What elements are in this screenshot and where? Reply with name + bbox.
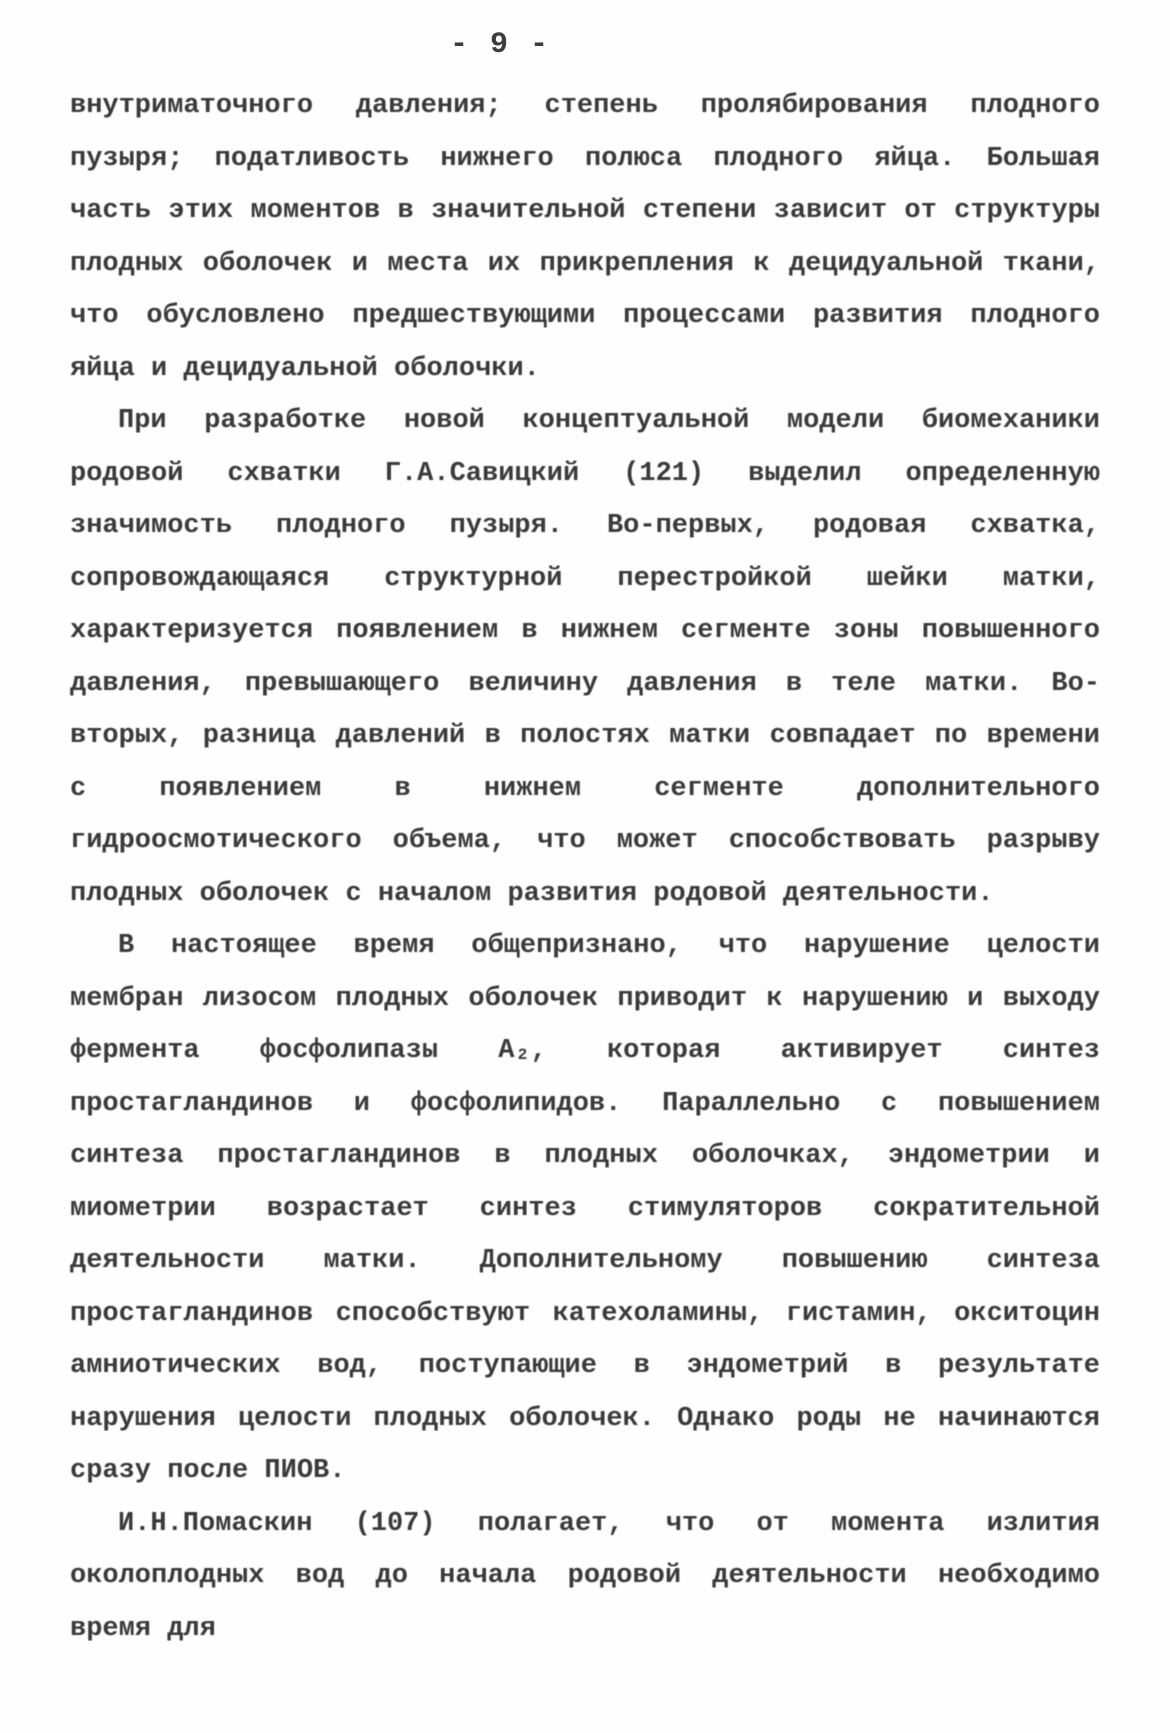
paragraph-2: При разработке новой концептуальной модели биомеханики родовой схватки Г.А.Савицкий (121) выделил определенную значимость плодного пузыря. Во-первых, родовая схватка, сопровождающаяся структурной перестройкой шейки матки, характеризуется появлением в нижнем сегменте зоны повышенного давления, превышающего величину давления в теле матки. Во-вторых, разница давлений в полостях матки совпадает по времени с появлением в нижнем сегменте дополнительного гидроосмотического объема, что может способствовать разрыву плодных оболочек с началом развития родовой деятельности.: [70, 406, 1100, 909]
body-text: [70, 80, 1100, 1655]
paragraph-4: И.Н.Помаскин (107) полагает, что от момента излития околоплодных вод до начала родовой деятельности необходимо время для: [70, 1508, 1100, 1644]
paragraph-1: внутриматочного давления; степень пролябирования плодного пузыря; податливость нижнего полюса плодного яйца. Большая часть этих моментов в значительной степени зависит от структуры плодных оболочек и места их прикрепления к децидуальной ткани, что обусловлено предшествующими процессами развития плодного яйца и децидуальной оболочки.: [70, 91, 1100, 384]
page-number: - 9 -: [449, 28, 550, 62]
paragraph-3: В настоящее время общепризнано, что нарушение целости мембран лизосом плодных оболочек приводит к нарушению и выходу фермента фосфолипазы А₂, которая активирует синтез простагландинов и фосфолипидов. Параллельно с повышением синтеза простагландинов в плодных оболочках, эндометрии и миометрии возрастает синтез стимуляторов сократительной деятельности матки. Дополнительному повышению синтеза простагландинов способствуют катехоламины, гистамин, окситоцин амниотических вод, поступающие в эндометрий в результате нарушения целости плодных оболочек. Однако роды не начинаются сразу после ПИОВ.: [70, 931, 1100, 1486]
